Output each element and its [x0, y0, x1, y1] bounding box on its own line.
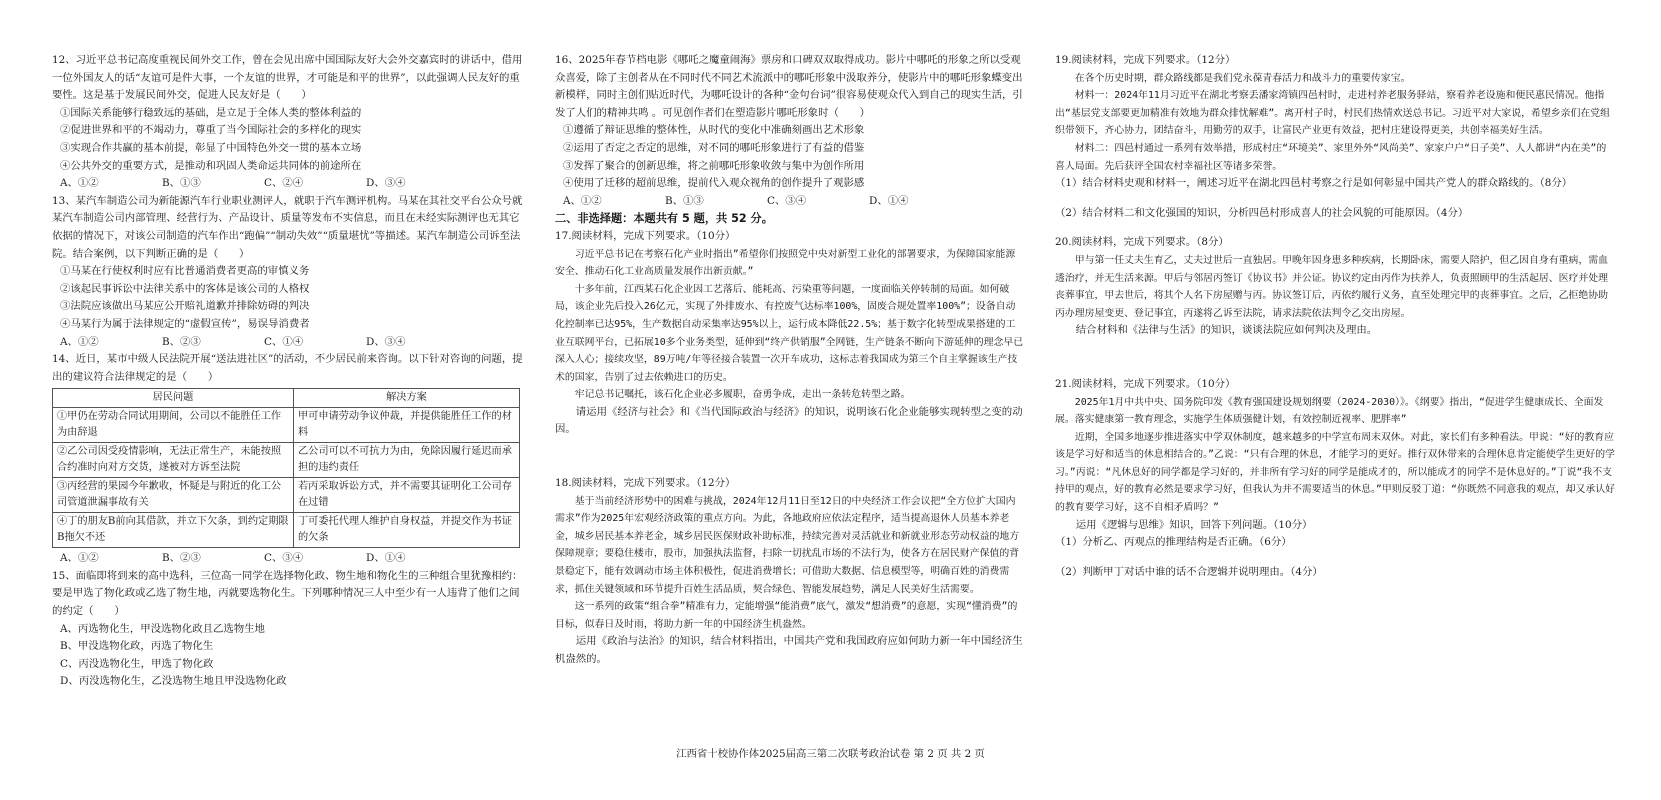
q15-stem: 15、面临即将到来的高中选科，三位高一同学在选择物化政、物生地和物化生的三种组合里犹豫相约：要是甲选了物化政或乙选了物生地，丙就要选物化生。下列哪种情况三人中至少有一人违背了他们之间的约定（ ）: [52, 569, 523, 618]
q16-choice-a: A、①②: [563, 194, 602, 207]
q15-option-a: A、丙选物化生，甲没选物化政且乙选物生地: [60, 622, 265, 635]
q12-choice-a: A、①②: [60, 177, 99, 190]
q12-choice-b: B、①③: [162, 177, 201, 190]
q19-material-1: 材料一：2024年11月习近平在湖北考察丢潘家湾镇四邑村时，走进村养老服务驿站，察看养老设施和便民惠民情况。他指出“基层党支部要更加精准有效地为群众排忧解难”。离开村子时，村民们热情欢送总书记。习近平对大家说，希望乡亲们在党组织带领下，齐心协力，团结奋斗，用勤劳的双手，让富民产业更有效益，把村庄建设得更美，共创幸福美好生活。: [1055, 90, 1611, 137]
q21-subquestion-1: （1）分析乙、丙观点的推理结构是否正确。（6分）: [1055, 536, 1292, 549]
q13-choice-c: C、①④: [264, 335, 304, 348]
q21-material-2: 近期，全国多地逐步推进落实中学双休制度，越来越多的中学宣布周末双休。对此，家长们有多种看法。甲说：“好的教育应该是学习好和适当的休息相结合的。”乙说：“只有合理的休息，才能学习的更好。推行双休带来的合理休息肯定能使学生更好的学习。”丙说：“凡休息好的同学都是学习好的，并非所有学习好的同学是能成才的，所以能成才的同学不是休息好的。”丁说“我不支持甲的观点，好的教育必然是要求学习好，但我认为并不需要适当的休息。”甲则反驳丁道：“你既然不同意我的观点，却又承认好的教育要学习好，这不自相矛盾吗？”: [1055, 431, 1615, 514]
q17-material-quote: 习近平总书记在考察石化产业时指出”希望你们按照党中央对新型工业化的部署要求，为保障国家能源安全、推动石化工业高质量发展作出新贡献。”: [555, 248, 1016, 278]
q14-table-header: [53, 389, 520, 408]
q13-option-4: ④马某行为属于法律规定的“虚假宣传”，易误导消费者: [60, 317, 310, 330]
q18-material-end: 这一系列的政策“组合拳”精准有力，定能增强“能消费”底气，激发“想消费”的意愿，实现“懂消费”的目标，似春日及时雨，将助力新一年的中国经济生机盎然。: [555, 601, 1018, 630]
q19-subquestion-2: （2）结合材料二和文化强国的知识，分析四邑村形成喜人的社会风貌的可能原因。（4分）: [1055, 206, 1469, 219]
q12-choice-d: D、③④: [366, 177, 406, 190]
q14-choices: [52, 550, 525, 568]
q19-heading: 19.阅读材料，完成下列要求。（12分）: [1055, 54, 1236, 66]
q16-option-4: ④使用了迁移的超前思维，提前代入观众视角的创作提升了观影感: [563, 177, 865, 190]
q13-option-2: ②该起民事诉讼中法律关系中的客体是该公司的人格权: [60, 282, 310, 295]
q14-problem-4: ④丁的朋友B前向其借款，并立下欠条，到约定期限B拖欠不还: [53, 513, 294, 548]
q19-subquestion-1: （1）结合材料史观和材料一，阐述习近平在湖北四邑村考察之行是如何彰显中国共产党人的群众路线的。（8分）: [1055, 177, 1573, 190]
q14-choice-d: D、①④: [366, 552, 406, 565]
q14-table: [52, 388, 520, 548]
q14-solution-4: 丁可委托代理人维护自身权益，并提交作为书证的欠条: [294, 513, 520, 548]
q12-choice-c: C、②④: [264, 177, 304, 190]
q19-material-2: 材料二：四邑村通过一系列有效举措，形成村庄“环境美”、家里外外“风尚美”、家家户户“日子美”、人人都讲“内在美”的喜人局面。先后获评全国农村幸福社区等诸多荣誉。: [1055, 142, 1607, 172]
q17-material-end: 牢记总书记嘱托，该石化企业必多履职，奋勇争成，走出一条转危转型之路。: [574, 389, 911, 401]
q14-choice-b: B、②③: [162, 552, 201, 565]
q15-option-b: B、甲没选物化政，丙选了物化生: [60, 640, 214, 653]
q16-option-1: ①遵循了辩证思维的整体性，从时代的变化中准确刻画出艺术形象: [563, 124, 865, 137]
q16-option-3: ③发挥了聚合的创新思维，将之前哪吒形象收敛与集中为创作所用: [563, 159, 865, 172]
q12-option-2: ②促进世界和平的不竭动力，尊重了当今国际社会的多样化的现实: [60, 124, 362, 137]
q14-choice-a: A、①②: [60, 552, 99, 565]
table-row: [53, 513, 520, 548]
table-row: [53, 478, 520, 513]
q21-subquestion-2: （2）判断甲丁对话中谁的话不合逻辑并说明理由。（4分）: [1055, 565, 1323, 578]
q14-problem-1: ①甲仍在劳动合同试用期间，公司以不能胜任工作为由辞退: [53, 408, 294, 443]
q13-option-3: ③法院应该做出马某应公开赔礼道歉并排除妨碍的判决: [60, 300, 310, 313]
q18-material-body: 基于当前经济形势中的困难与挑战，2024年12月11日至12日的中央经济工作会议把“全方位扩大国内需求”作为2025年宏观经济政策的重点方向。为此，各地政府应依法定程序，适当提高退休人员基本养老金，城乡居民基本养老金，城乡居民医保财政补助标准，持续完善对灵活就业和新就业形态劳动权益的地方保障规章；要稳住楼市，股市，加强执法监督，扫除一切扰乱市场的不法行为，使各方在居民财产保值的背景稳定下，能有效调动市场主体积极性，促进消费增长；可借助大数据、信息模型等，明确百姓的消费需求，抓住关键领域和环节提升百姓生活品质，契合绿色、智能发展趋势，满足人民美好生活需要。: [555, 495, 1020, 595]
column-1: [52, 52, 525, 691]
q14-solution-2: 乙公司可以不可抗力为由，免除因履行延迟而承担的违约责任: [294, 443, 520, 478]
table-row: [53, 443, 520, 478]
q12-option-3: ③实现合作共赢的基本前提，彰显了中国特色外交一贯的基本立场: [60, 141, 362, 154]
q19-intro: 在各个历史时期，群众路线都是我们党永葆青春活力和战斗力的重要传家宝。: [1074, 72, 1411, 84]
q16-choice-b: B、①③: [665, 194, 704, 207]
q20-heading: 20.阅读材料，完成下列要求。（8分）: [1055, 236, 1229, 249]
q13-choice-d: D、③④: [366, 335, 406, 348]
q17-material-body: 十多年前，江西某石化企业因工艺落后、能耗高、污染重等问题，一度面临关停转制的局面。如何破局，该企业先后投入26亿元，实现了外排废水、有控废气达标率100%，固废合规处置率100%”；设备自动化控制率已达95%，生产数据自动采集率达95%以上，运行成本降低22.5%；基于数字化转型成果搭建的工业互联网平台，已拓展10多个业务类型，延伸到“终产供销服”全网链，生产链条不断向下游延伸的理念早已深入人心；接续攻坚，89万吨/年等径接合装置一次开车成功，这标志着我国成为第三个自主掌握该生产技术的国家，告别了过去依赖进口的历史。: [555, 283, 1024, 383]
q12-option-1: ①国际关系能够行稳致远的基础，是立足于全体人类的整体利益的: [60, 106, 362, 119]
q14-header-problem: 居民问题: [53, 389, 294, 408]
q16-choice-c: C、③④: [767, 194, 807, 207]
q14-problem-2: ②乙公司因受疫情影响，无法正常生产，未能按照合约准时向对方交货，遂被对方诉至法院: [53, 443, 294, 478]
q20-material: 甲与第一任丈夫生育乙，丈夫过世后一直独居。甲晚年因身患多种疾病，长期卧床，需要人陪护，但乙因自身有重病，需血透治疗，并无生活来源。甲后与邻居丙签订《协议书》并公证。协议约定由丙作为扶养人，负责照顾甲的生活起居、医疗并处理丧葬事宜，甲去世后，将其个人名下房屋赠与丙。协议签订后，丙依约履行义务，直至处理完甲的丧葬事宜。之后，乙拒绝协助丙办理房屋变更、登记事宜，丙遂将乙诉至法院，请求法院依法判令乙交出房屋。: [1055, 254, 1609, 319]
q12-stem: 12、习近平总书记高度重视民间外交工作，曾在会见出席中国国际友好大会外交嘉宾时的讲话中，借用一位外国友人的话“友谊可是件大事，一个友谊的世界，才可能是和平的世界”，以此强调人民友好的重要性。这是基于发展民间外交，促进人民友好是（ ）: [52, 54, 523, 102]
table-row: [53, 408, 520, 443]
q14-problem-3: ③丙经营的果园今年歉收，怀疑是与附近的化工公司管道泄漏事故有关: [53, 478, 294, 513]
q21-material-1: 2025年1月中共中央、国务院印发《教育强国建设规划纲要（2024-2030）》。《纲要》指出，“促进学生健康成长、全面发展。落实健康第一教育理念，实施学生体质强健计划，有效控制近视率、肥胖率”: [1055, 396, 1604, 426]
q13-stem: 13、某汽车制造公司为新能源汽车行业职业测评人，就职于汽车测评机构。马某在其社交平台公众号就某汽车制造公司内部管理、经营行为、产品设计、质量等发布不实信息，而且在未经实际测评也无其它依据的情况下，对该公司制造的汽车作出“跑偏”“制动失效”“质量堪忧”等描述。某汽车制造公司诉至法院。结合案例，以下判断正确的是（ ）: [52, 194, 523, 260]
q13-choices: [52, 334, 525, 352]
q15-option-d: D、丙没选物化生，乙没选物生地且甲没选物化政: [60, 675, 287, 688]
q21-question: 运用《逻辑与思维》知识，回答下列问题。（10分）: [1075, 518, 1313, 531]
section-heading: 二、非选择题：本题共有 5 题，共 52 分。: [555, 212, 773, 226]
q20-question: 结合材料和《法律与生活》的知识，谈谈法院应如何判决及理由。: [1075, 324, 1378, 337]
q18-heading: 18.阅读材料，完成下列要求。（12分）: [555, 477, 736, 490]
q13-choice-b: B、②③: [162, 335, 201, 348]
q13-choice-a: A、①②: [60, 335, 99, 348]
q12-option-4: ④公共外交的重要方式，是推动和巩固人类命运共同体的前途所在: [60, 159, 362, 172]
q17-question: 请运用《经济与社会》和《当代国际政治与经济》的知识，说明该石化企业能够实现转型之变的动因。: [555, 405, 1023, 436]
q13-option-1: ①马某在行使权利时应有比普通消费者更高的审慎义务: [60, 265, 310, 278]
q21-heading: 21.阅读材料，完成下列要求。（10分）: [1055, 377, 1236, 390]
column-3: [1055, 52, 1615, 581]
q16-choices: [555, 193, 1025, 211]
q14-solution-3: 若丙采取诉讼方式，并不需要其证明化工公司存在过错: [294, 478, 520, 513]
q14-solution-1: 甲可申请劳动争议仲裁，并提供能胜任工作的材料: [294, 408, 520, 443]
column-2: [555, 52, 1025, 669]
q12-choices: [52, 175, 525, 193]
q16-choice-d: D、①④: [869, 194, 909, 207]
q14-header-solution: 解决方案: [294, 389, 520, 408]
q18-question: 运用《政治与法治》的知识，结合材料指出，中国共产党和我国政府应如何助力新一年中国经济生机盎然的。: [555, 635, 1023, 665]
q16-stem: 16、2025年春节档电影《哪吒之魔童闹海》票房和口碑双双取得成功。影片中哪吒的形象之所以受观众喜爱，除了主创者从在不同时代不同艺术流派中的哪吒形象中汲取养分，使影片中的哪吒形象蝶变出新模样，同时主创们贴近时代，为哪吒设计的各种“金句台词”很容易使观众代入到自己的现实生活，引发了人们的精神共鸣 。可见创作者们在塑造影片哪吒形象时（ ）: [555, 54, 1023, 119]
q14-stem: 14、近日，某市中级人民法院开展“送法进社区”的活动，不少居民前来咨询。以下针对咨询的问题，提出的建议符合法律规定的是（ ）: [52, 353, 523, 383]
q17-heading: 17.阅读材料，完成下列要求。（10分）: [555, 229, 736, 242]
q15-option-c: C、丙没选物化生，甲选了物化政: [60, 657, 214, 670]
q16-option-2: ②运用了否定之否定的思维，对不同的哪吒形象进行了有益的借鉴: [563, 141, 865, 154]
q14-choice-c: C、③④: [264, 552, 304, 565]
page-footer: 江西省十校协作体2025届高三第二次联考政治试卷 第 2 页 共 2 页: [676, 748, 985, 760]
